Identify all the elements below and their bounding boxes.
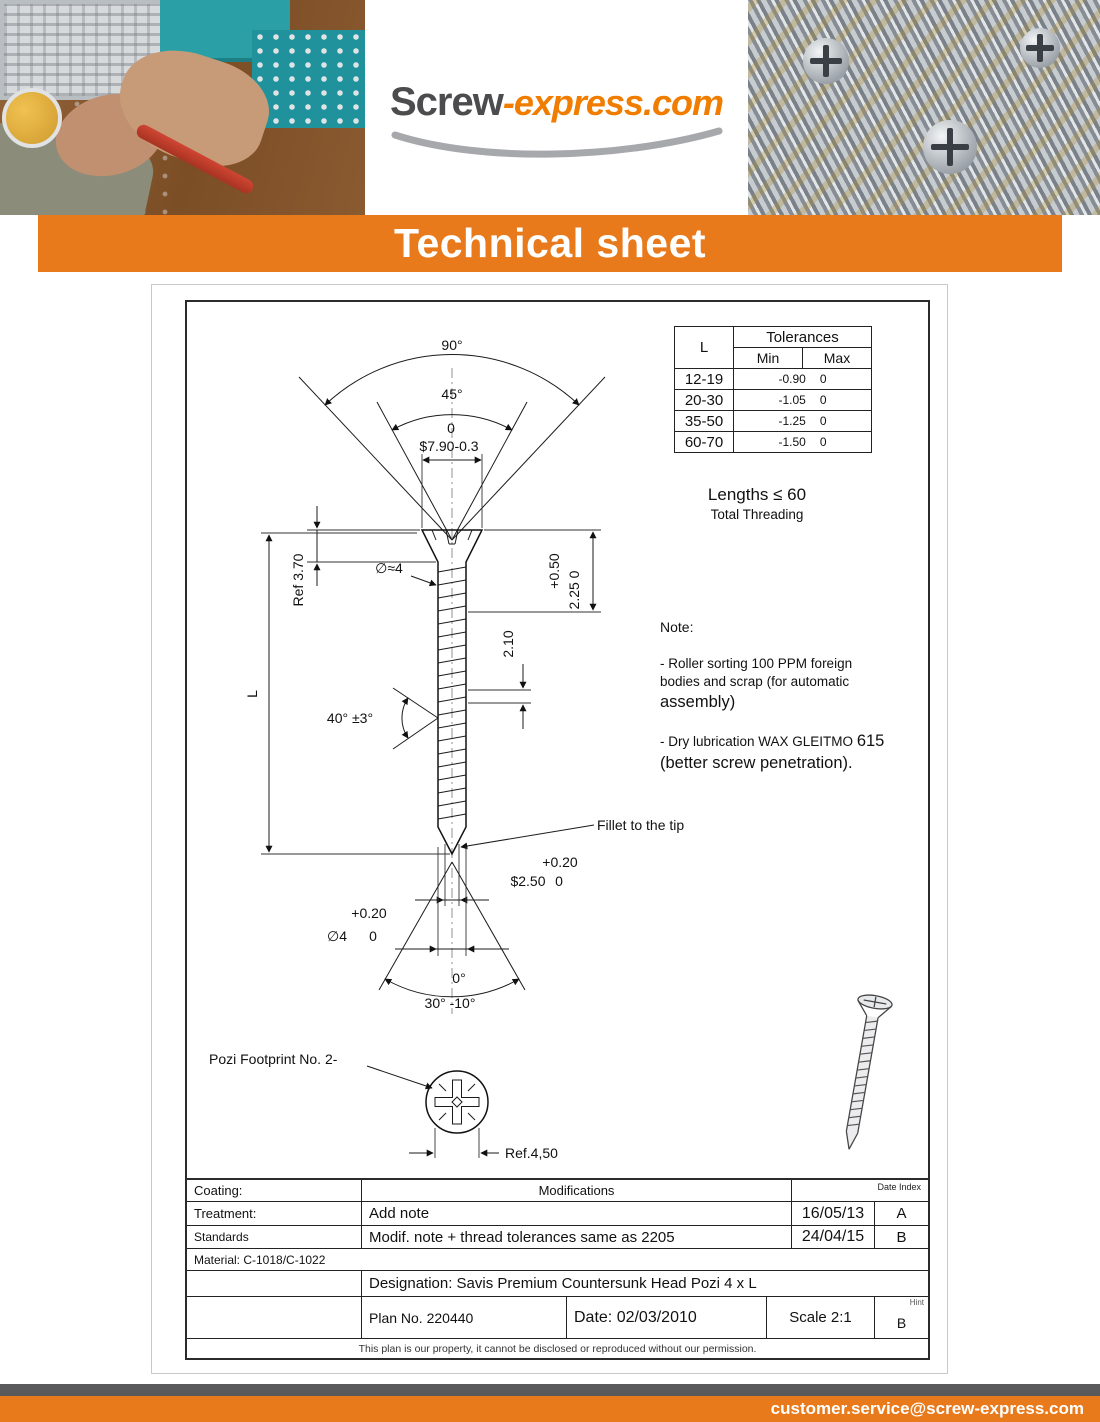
- shank-dia-lower-tol-label: 0: [369, 928, 377, 944]
- recess-ref-label: Ref.4,50: [505, 1145, 558, 1161]
- logo-part1: Screw: [390, 80, 503, 124]
- note-title: Note:: [660, 619, 694, 635]
- designation: Designation: Savis Premium Countersunk Head Pozi 4 x L: [369, 1275, 757, 1292]
- title-block-row-header: [187, 1180, 928, 1202]
- title-block-row-plan: [187, 1297, 928, 1339]
- footer-email: customer.service@screw-express.com: [770, 1399, 1084, 1418]
- title-block-row-designation: [187, 1271, 928, 1297]
- tip-dia-label: $2.50: [510, 873, 546, 889]
- pozi-leader: [367, 1066, 432, 1088]
- head-diameter-label: $7.90-0.3: [419, 438, 479, 454]
- ownership-notice-text: This plan is our property, it cannot be disclosed or reproduced without our permission.: [358, 1342, 757, 1355]
- tolerance-range: 12-19: [675, 369, 734, 390]
- tolerances-title: Tolerances: [734, 327, 872, 348]
- pozi-footprint-label: Pozi Footprint No. 2-: [209, 1051, 338, 1067]
- tolerance-values: [734, 432, 872, 453]
- screw-head-1: [803, 38, 849, 84]
- empty-cell: [187, 1297, 362, 1338]
- hint-cell: [875, 1297, 928, 1338]
- shank-dia-label: ∅4: [327, 928, 347, 944]
- thread-pitch-label: 2.10: [500, 630, 516, 658]
- tolerance-range: 20-30: [675, 390, 734, 411]
- standards-label: Standards: [187, 1226, 362, 1248]
- plan-number: Plan No. 220440: [362, 1297, 567, 1338]
- modification-date: 16/05/13: [792, 1202, 875, 1225]
- screw-head-2: [923, 120, 977, 174]
- material-label: Material: C-1018/C-1022: [194, 1252, 326, 1267]
- tip-dia-lower-tol-label: 0: [555, 873, 563, 889]
- lengths-line1: Lengths ≤ 60: [707, 485, 807, 504]
- tolerances-max-header: Max: [803, 348, 872, 369]
- screws-photo: [748, 0, 1100, 215]
- head-height-dimension: [307, 506, 436, 586]
- logo-text: [365, 80, 748, 125]
- note-item-2b: 615 (better screw penetration).: [660, 731, 885, 772]
- ownership-notice: [187, 1339, 928, 1358]
- title-block-row-a: [187, 1202, 928, 1226]
- tolerances-min-header: Min: [734, 348, 803, 369]
- modification-index: B: [896, 1228, 907, 1246]
- note-item-2: [660, 730, 888, 775]
- drawing-frame: [185, 300, 930, 1360]
- fillet-leader: [461, 825, 594, 847]
- tolerance-max: 0: [819, 372, 827, 386]
- tolerance-values: [734, 390, 872, 411]
- tolerance-min: -1.05: [778, 393, 806, 407]
- tolerance-max: 0: [819, 393, 827, 407]
- tip-angle-upper-tol-label: 0°: [452, 970, 466, 986]
- modifications-header: Modifications: [362, 1180, 792, 1201]
- tolerance-values: [734, 411, 872, 432]
- note-item-1b: assembly): [660, 693, 736, 712]
- note-item-1: [660, 655, 888, 714]
- logo-part2: -express.com: [502, 82, 723, 123]
- tolerance-range: 35-50: [675, 411, 734, 432]
- thread-depth-label: 2.25 0: [566, 570, 582, 610]
- thread-angle-label: 40° ±3°: [326, 710, 374, 726]
- empty-cell: [187, 1271, 362, 1296]
- treatment-label: Treatment:: [187, 1202, 362, 1225]
- thread-pitch-dimension: [468, 664, 531, 729]
- head-height-ref-label: Ref 3.70: [290, 553, 306, 607]
- plan-date: Date: 02/03/2010: [567, 1297, 767, 1338]
- tolerance-min: -1.25: [778, 414, 806, 428]
- tolerance-row: [675, 369, 872, 390]
- note-item-2a: - Dry lubrication WAX GLEITMO: [660, 733, 854, 749]
- length-symbol-label: L: [244, 690, 260, 698]
- angle-45-label: 45°: [441, 386, 463, 402]
- modification-index: A: [896, 1205, 907, 1222]
- hint-label: Hint: [909, 1298, 924, 1307]
- workbench-photo: [0, 0, 365, 215]
- tolerance-range: 60-70: [675, 432, 734, 453]
- tolerances-col-l: L: [675, 327, 734, 369]
- modification-text: Add note: [362, 1202, 792, 1225]
- tip-angle-label: 30° -10°: [424, 995, 476, 1011]
- tolerance-row: [675, 432, 872, 453]
- banner-title: Technical sheet: [38, 215, 1062, 272]
- modification-date: 24/04/15: [792, 1226, 875, 1248]
- coating-label: Coating:: [187, 1180, 362, 1201]
- scale: Scale 2:1: [767, 1297, 875, 1338]
- screw-head-3: [1020, 28, 1060, 68]
- thread-depth-upper-tol-label: +0.50: [546, 553, 562, 589]
- footer-bar: [0, 1396, 1100, 1422]
- tip-dia-upper-tol-label: +0.20: [542, 854, 578, 870]
- tolerances-table: [674, 326, 872, 453]
- tolerance-max: 0: [819, 414, 827, 428]
- head-dia-upper-tol-label: 0: [447, 420, 455, 436]
- tolerance-max: 0: [819, 435, 827, 449]
- logo: [365, 0, 748, 215]
- note-item-1a: - Roller sorting 100 PPM foreign bodies and scrap (for automatic: [660, 655, 853, 690]
- lengths-line2: Total Threading: [710, 507, 804, 522]
- fillet-label: Fillet to the tip: [597, 817, 685, 833]
- shank-dia-upper-tol-label: +0.20: [351, 905, 387, 921]
- lengths-note: [647, 485, 867, 522]
- screw-illustration: [832, 993, 893, 1152]
- logo-swoosh: [387, 127, 727, 165]
- tolerance-min: -0.90: [778, 372, 806, 386]
- shank-dia-leader: [411, 576, 436, 585]
- tolerance-min: -1.50: [778, 435, 806, 449]
- title-block: [187, 1178, 928, 1358]
- pozi-footprint: [426, 1071, 488, 1133]
- angle-90-label: 90°: [441, 337, 463, 353]
- tape-measure: [2, 88, 62, 148]
- tolerance-values: [734, 369, 872, 390]
- footer-gray-strip: [0, 1384, 1100, 1396]
- thread-angle-dimension: [393, 688, 438, 749]
- hint-value: B: [896, 1314, 907, 1331]
- title-block-row-material: [187, 1249, 928, 1271]
- modification-text: Modif. note + thread tolerances same as 2205: [362, 1226, 792, 1248]
- tolerance-row: [675, 390, 872, 411]
- note-block: [660, 618, 888, 790]
- tolerance-row: [675, 411, 872, 432]
- date-index-header: Date Index: [877, 1182, 921, 1192]
- title-block-row-b: [187, 1226, 928, 1249]
- shank-dia-approx-label: ∅≈4: [375, 560, 403, 576]
